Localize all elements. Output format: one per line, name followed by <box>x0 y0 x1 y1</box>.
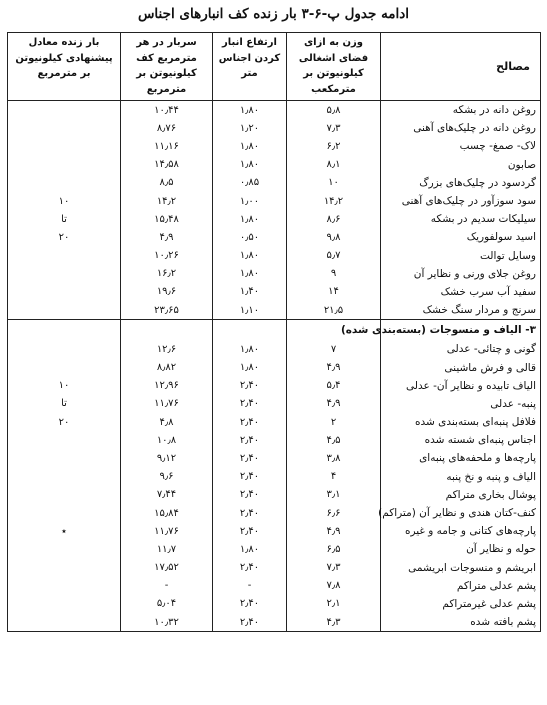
cell-height: ۱٫۸۰ <box>213 247 287 265</box>
table-body <box>8 101 541 632</box>
cell-live <box>8 283 121 301</box>
cell-weight: ۲ <box>287 413 381 431</box>
cell-material: روغن دانه در بشکه <box>381 101 541 120</box>
cell-live <box>8 431 121 449</box>
cell-load: ۱۴٫۲ <box>121 192 213 210</box>
cell-load: ۱۲٫۹۶ <box>121 377 213 395</box>
table-row <box>8 174 541 192</box>
header-load: سربار در هر مترمربع کف کیلونیوتن بر مترمربع <box>121 33 213 101</box>
cell-load: ۱۵٫۴۸ <box>121 210 213 228</box>
cell-weight: ۴٫۵ <box>287 431 381 449</box>
cell-load: ۱۲٫۶ <box>121 340 213 358</box>
cell-material: الیاف تابیده و نظایر آن- عدلی <box>381 377 541 395</box>
cell-height: ۲٫۴۰ <box>213 395 287 413</box>
cell-weight: ۸٫۶ <box>287 210 381 228</box>
cell-height: ۱٫۲۰ <box>213 119 287 137</box>
table-row <box>8 431 541 449</box>
cell-material: پارچه‌های کتانی و جامه و غیره <box>381 522 541 540</box>
header-row <box>8 33 541 101</box>
cell-height: ۱٫۱۰ <box>213 301 287 320</box>
table-row <box>8 358 541 376</box>
cell-live <box>8 247 121 265</box>
cell-material: فلافل پنبه‌ای بسته‌بندی شده <box>381 413 541 431</box>
cell-load: ۹٫۶ <box>121 468 213 486</box>
cell-live <box>8 613 121 632</box>
cell-weight: ۸٫۱ <box>287 156 381 174</box>
cell-live: ٭ <box>8 522 121 540</box>
cell-live <box>8 301 121 320</box>
empty-cell <box>213 320 287 341</box>
cell-live <box>8 504 121 522</box>
cell-load: ۱۱٫۱۶ <box>121 137 213 155</box>
cell-material: پشم بافته شده <box>381 613 541 632</box>
cell-live <box>8 265 121 283</box>
cell-material: سیلیکات سدیم در بشکه <box>381 210 541 228</box>
cell-height: ۱٫۸۰ <box>213 156 287 174</box>
table-row <box>8 468 541 486</box>
cell-height: ۱٫۸۰ <box>213 340 287 358</box>
table-row <box>8 504 541 522</box>
cell-material: سفید آب سرب خشک <box>381 283 541 301</box>
cell-load: ۱۱٫۷۶ <box>121 395 213 413</box>
header-height: ارتفاع انبار کردن اجناس متر <box>213 33 287 101</box>
cell-height: ۲٫۴۰ <box>213 468 287 486</box>
cell-material: سرنج و مردار سنگ خشک <box>381 301 541 320</box>
table-row <box>8 192 541 210</box>
cell-height: ۲٫۴۰ <box>213 431 287 449</box>
cell-height: ۰٫۸۵ <box>213 174 287 192</box>
header-weight: وزن به ازای فضای اشغالی کیلونیوتن بر مترمکعب <box>287 33 381 101</box>
table-row <box>8 156 541 174</box>
header-live-load: بار زنده معادل پیشنهادی کیلونیوتن بر مترمربع <box>8 33 121 101</box>
table-row <box>8 613 541 632</box>
table-row <box>8 522 541 540</box>
cell-material: سود سوزآور در چلیک‌های آهنی <box>381 192 541 210</box>
cell-load: ۱۵٫۸۴ <box>121 504 213 522</box>
cell-load: ۱۹٫۶ <box>121 283 213 301</box>
table-row <box>8 228 541 246</box>
cell-weight: ۷ <box>287 340 381 358</box>
cell-live <box>8 174 121 192</box>
table-row <box>8 486 541 504</box>
cell-height: ۱٫۸۰ <box>213 540 287 558</box>
cell-material: لاک- صمغ- چسب <box>381 137 541 155</box>
cell-height: ۱٫۸۰ <box>213 358 287 376</box>
cell-material: وسایل توالت <box>381 247 541 265</box>
cell-weight: ۱۴ <box>287 283 381 301</box>
cell-material: اجناس پنبه‌ای شسته شده <box>381 431 541 449</box>
cell-weight: ۵٫۸ <box>287 101 381 120</box>
cell-material: ابریشم و منسوجات ابریشمی <box>381 559 541 577</box>
table-row <box>8 301 541 320</box>
cell-load: ۱۰٫۸ <box>121 431 213 449</box>
cell-weight: ۷٫۳ <box>287 559 381 577</box>
cell-weight: ۶٫۲ <box>287 137 381 155</box>
header-material: مصالح <box>381 33 541 101</box>
cell-weight: ۷٫۸ <box>287 577 381 595</box>
cell-live <box>8 101 121 120</box>
cell-height: - <box>213 577 287 595</box>
cell-height: ۱٫۸۰ <box>213 101 287 120</box>
cell-material: پشم عدلی متراکم <box>381 577 541 595</box>
cell-weight: ۳٫۱ <box>287 486 381 504</box>
cell-live: ۲۰ <box>8 413 121 431</box>
cell-height: ۲٫۴۰ <box>213 595 287 613</box>
table-row <box>8 247 541 265</box>
table-row <box>8 119 541 137</box>
cell-height: ۱٫۸۰ <box>213 210 287 228</box>
cell-live <box>8 119 121 137</box>
cell-weight: ۱۰ <box>287 174 381 192</box>
cell-weight: ۹٫۸ <box>287 228 381 246</box>
cell-live: تا <box>8 395 121 413</box>
cell-material: پنبه- عدلی <box>381 395 541 413</box>
table-row <box>8 101 541 120</box>
cell-live <box>8 559 121 577</box>
table-row <box>8 559 541 577</box>
empty-cell <box>121 320 213 341</box>
cell-load: ۱۴٫۵۸ <box>121 156 213 174</box>
cell-load: ۴٫۸ <box>121 413 213 431</box>
section-heading-row <box>8 320 541 341</box>
cell-load: ۱۶٫۲ <box>121 265 213 283</box>
cell-weight: ۴٫۹ <box>287 358 381 376</box>
cell-height: ۱٫۴۰ <box>213 283 287 301</box>
cell-weight: ۴٫۹ <box>287 522 381 540</box>
cell-live <box>8 358 121 376</box>
cell-material: روغن دانه در چلیک‌های آهنی <box>381 119 541 137</box>
cell-material: پوشال بخاری متراکم <box>381 486 541 504</box>
cell-live: ۱۰ <box>8 377 121 395</box>
cell-live <box>8 577 121 595</box>
table-row <box>8 283 541 301</box>
cell-height: ۰٫۵۰ <box>213 228 287 246</box>
cell-live <box>8 340 121 358</box>
cell-weight: ۱۴٫۲ <box>287 192 381 210</box>
cell-material: گردسود در چلیک‌های بزرگ <box>381 174 541 192</box>
cell-height: ۱٫۰۰ <box>213 192 287 210</box>
cell-weight: ۲۱٫۵ <box>287 301 381 320</box>
cell-height: ۲٫۴۰ <box>213 613 287 632</box>
cell-material: کنف-کتان هندی و نظایر آن (متراکم) <box>381 504 541 522</box>
cell-live <box>8 468 121 486</box>
cell-material: گونی و چتائی- عدلی <box>381 340 541 358</box>
cell-material: قالی و فرش ماشینی <box>381 358 541 376</box>
table-row <box>8 340 541 358</box>
section-title: ۳- الیاف و منسوجات (بسته‌بندی شده) <box>381 320 541 341</box>
cell-material: روغن جلای ورنی و نظایر آن <box>381 265 541 283</box>
cell-weight: ۲٫۱ <box>287 595 381 613</box>
cell-weight: ۴٫۹ <box>287 395 381 413</box>
cell-load: ۸٫۵ <box>121 174 213 192</box>
cell-height: ۲٫۴۰ <box>213 449 287 467</box>
table-row <box>8 377 541 395</box>
cell-height: ۲٫۴۰ <box>213 377 287 395</box>
cell-live <box>8 156 121 174</box>
cell-load: ۸٫۷۶ <box>121 119 213 137</box>
cell-live: تا <box>8 210 121 228</box>
cell-weight: ۹ <box>287 265 381 283</box>
cell-load: ۴٫۹ <box>121 228 213 246</box>
table-title: ادامه جدول پ-۶-۳ بار زنده کف انبارهای اجناس <box>137 6 410 22</box>
table-row <box>8 137 541 155</box>
cell-weight: ۶٫۵ <box>287 540 381 558</box>
table-row <box>8 595 541 613</box>
cell-live <box>8 486 121 504</box>
cell-load: ۱۰٫۲۶ <box>121 247 213 265</box>
cell-load: ۱۰٫۳۲ <box>121 613 213 632</box>
live-load-table <box>7 32 541 632</box>
cell-load: ۵٫۰۴ <box>121 595 213 613</box>
cell-load: ۱۷٫۵۲ <box>121 559 213 577</box>
cell-material: الیاف و پنبه و نخ پنبه <box>381 468 541 486</box>
cell-height: ۲٫۴۰ <box>213 504 287 522</box>
cell-weight: ۵٫۷ <box>287 247 381 265</box>
cell-weight: ۵٫۴ <box>287 377 381 395</box>
cell-material: پارچه‌ها و ملحفه‌های پنبه‌ای <box>381 449 541 467</box>
cell-live <box>8 595 121 613</box>
table-row <box>8 540 541 558</box>
cell-material: صابون <box>381 156 541 174</box>
cell-live <box>8 449 121 467</box>
cell-height: ۱٫۸۰ <box>213 265 287 283</box>
table-row <box>8 449 541 467</box>
cell-live: ۲۰ <box>8 228 121 246</box>
cell-load: ۸٫۸۲ <box>121 358 213 376</box>
table-row <box>8 413 541 431</box>
cell-load: ۱۱٫۷۶ <box>121 522 213 540</box>
table-row <box>8 265 541 283</box>
cell-load: ۲۳٫۶۵ <box>121 301 213 320</box>
table-row <box>8 395 541 413</box>
cell-material: پشم عدلی غیرمتراکم <box>381 595 541 613</box>
cell-weight: ۶٫۶ <box>287 504 381 522</box>
cell-load: ۹٫۱۲ <box>121 449 213 467</box>
cell-height: ۲٫۴۰ <box>213 522 287 540</box>
cell-load: - <box>121 577 213 595</box>
cell-weight: ۳٫۸ <box>287 449 381 467</box>
cell-height: ۲٫۴۰ <box>213 413 287 431</box>
cell-live <box>8 137 121 155</box>
cell-load: ۷٫۴۴ <box>121 486 213 504</box>
cell-weight: ۴٫۳ <box>287 613 381 632</box>
cell-load: ۱۰٫۴۴ <box>121 101 213 120</box>
cell-weight: ۷٫۳ <box>287 119 381 137</box>
cell-material: حوله و نظایر آن <box>381 540 541 558</box>
cell-material: اسید سولفوریک <box>381 228 541 246</box>
cell-weight: ۴ <box>287 468 381 486</box>
cell-height: ۱٫۸۰ <box>213 137 287 155</box>
table-row <box>8 577 541 595</box>
empty-cell <box>8 320 121 341</box>
table-row <box>8 210 541 228</box>
cell-height: ۲٫۴۰ <box>213 559 287 577</box>
cell-live <box>8 540 121 558</box>
cell-height: ۲٫۴۰ <box>213 486 287 504</box>
cell-load: ۱۱٫۷ <box>121 540 213 558</box>
cell-live: ۱۰ <box>8 192 121 210</box>
